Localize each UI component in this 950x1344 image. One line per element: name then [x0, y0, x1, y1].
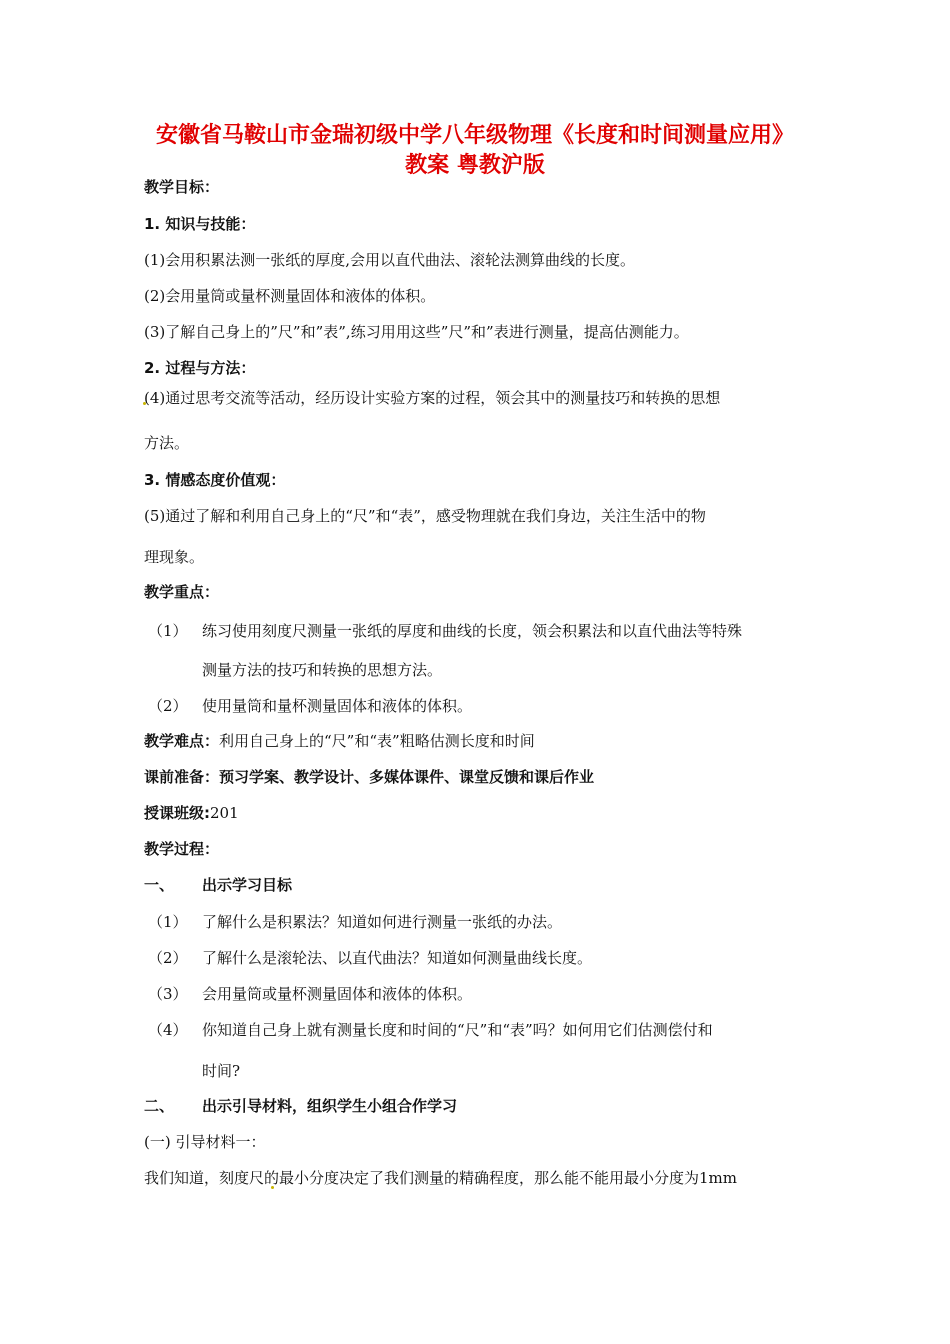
prep-text: 预习学案、教学设计、多媒体课件、课堂反馈和课后作业: [219, 768, 595, 786]
objective-4-number: （4）: [148, 1021, 188, 1039]
document-title-line2: 教案 粤教沪版: [405, 153, 545, 178]
material-1-text: 我们知道，刻度尺的最小分度决定了我们测量的精确程度，那么能不能用最小分度为1mm: [144, 1169, 737, 1187]
process-part-2-number: 二、: [144, 1097, 175, 1115]
process-part-1-number: 一、: [144, 876, 175, 894]
keypoint-1-number: （1）: [148, 622, 188, 640]
goal-item-4-line2: 方法。: [144, 434, 190, 452]
goal-item-5-line2: 理现象。: [144, 548, 205, 566]
goal-item-4-line1: (4)通过思考交流等活动，经历设计实验方案的过程，领会其中的测量技巧和转换的思想: [144, 389, 721, 407]
difficulty-label: 教学难点：: [144, 732, 220, 750]
document-title-line1: 安徽省马鞍山市金瑞初级中学八年级物理《长度和时间测量应用》: [155, 123, 794, 148]
keypoint-2-text: 使用量筒和量杯测量固体和液体的体积。: [202, 697, 473, 715]
goal-item-1: (1)会用积累法测一张纸的厚度,会用以直代曲法、滚轮法测算曲线的长度。: [144, 251, 636, 269]
goals-section-3: 3. 情感态度价值观：: [144, 471, 286, 489]
prep-row: [144, 767, 594, 787]
keypoint-1-line1: 练习使用刻度尺测量一张纸的厚度和曲线的长度，领会积累法和以直代曲法等特殊: [202, 622, 743, 640]
objective-1-text: 了解什么是积累法？知道如何进行测量一张纸的办法。: [202, 913, 563, 931]
keypoints-heading: 教学重点：: [144, 583, 220, 601]
material-1-heading: (一) 引导材料一：: [144, 1133, 266, 1151]
class-row: [144, 803, 239, 823]
goals-heading: 教学目标：: [144, 178, 220, 196]
process-heading: 教学过程：: [144, 840, 220, 858]
process-part-2-title: 出示引导材料，组织学生小组合作学习: [202, 1097, 458, 1115]
difficulty-row: [144, 731, 535, 751]
objective-3-number: （3）: [148, 985, 188, 1003]
process-part-1-title: 出示学习目标: [202, 876, 293, 894]
goals-section-1: 1. 知识与技能：: [144, 215, 256, 233]
objective-3-text: 会用量筒或量杯测量固体和液体的体积。: [202, 985, 473, 1003]
goal-item-5-line1: (5)通过了解和利用自己身上的“尺”和“表”，感受物理就在我们身边，关注生活中的物: [144, 507, 706, 525]
class-label: 授课班级:: [144, 804, 210, 822]
goal-item-2: (2)会用量筒或量杯测量固体和液体的体积。: [144, 287, 436, 305]
goals-section-2: 2. 过程与方法：: [144, 359, 256, 377]
objective-4-line2: 时间?: [202, 1062, 241, 1080]
class-text: 201: [210, 804, 239, 822]
prep-label: 课前准备：: [144, 768, 220, 786]
objective-1-number: （1）: [148, 913, 188, 931]
goal-item-3: (3)了解自己身上的”尺”和”表”,练习用用这些”尺”和”表进行测量，提高估测能力。: [144, 323, 689, 341]
objective-2-text: 了解什么是滚轮法、以直代曲法？知道如何测量曲线长度。: [202, 949, 593, 967]
difficulty-text: 利用自己身上的“尺”和“表”粗略估测长度和时间: [219, 732, 535, 750]
objective-4-line1: 你知道自己身上就有测量长度和时间的“尺”和“表”吗？如何用它们估测偿付和: [202, 1021, 713, 1039]
objective-2-number: （2）: [148, 949, 188, 967]
keypoint-2-number: （2）: [148, 697, 188, 715]
keypoint-1-line2: 测量方法的技巧和转换的思想方法。: [202, 661, 443, 679]
